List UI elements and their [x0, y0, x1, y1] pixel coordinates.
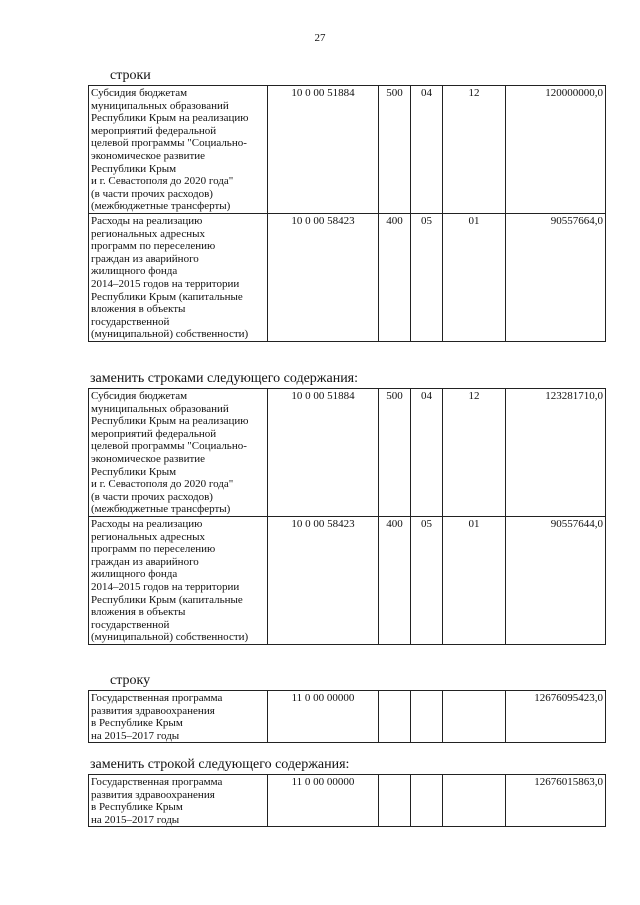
expense-type: [379, 775, 411, 827]
description-line: Субсидия бюджетам: [91, 390, 188, 402]
expense-type: [379, 691, 411, 743]
target-code: 11 0 00 00000: [268, 775, 379, 827]
description-line: программ по переселению: [91, 240, 216, 253]
expense-type: 400: [379, 213, 411, 341]
description-line: жилищного фонда: [91, 568, 178, 581]
description-line: (муниципальной) собственности): [91, 631, 249, 644]
amount: 90557664,0: [506, 213, 606, 341]
target-code: 11 0 00 00000: [268, 691, 379, 743]
row-description: [89, 691, 268, 743]
target-code: 10 0 00 58423: [268, 213, 379, 341]
section-heading-row: строку: [110, 673, 151, 688]
description-line: Республики Крым (капитальные: [91, 290, 243, 303]
description-line: на 2015–2017 годы: [91, 729, 180, 742]
section-heading-replace-rows: заменить строками следующего содержания:: [90, 371, 359, 386]
description-line: (в части прочих расходов): [91, 490, 213, 503]
section-code: 05: [411, 516, 443, 644]
section-heading-rows: строки: [110, 68, 151, 83]
expense-type: 500: [379, 389, 411, 517]
description-line: вложения в объекты: [91, 303, 186, 316]
section-code: 05: [411, 213, 443, 341]
table-row: [89, 213, 606, 341]
target-code: 10 0 00 51884: [268, 86, 379, 214]
description-line: государственной: [91, 618, 170, 631]
description-line: Республики Крым на реализацию: [91, 415, 249, 428]
row-description: [89, 516, 268, 644]
description-line: мероприятий федеральной: [91, 124, 217, 137]
description-line: целевой программы "Социально-: [91, 440, 247, 453]
table-row: [89, 691, 606, 743]
description-line: мероприятий федеральной: [91, 427, 217, 440]
description-line: и г. Севастополя до 2020 года": [91, 175, 234, 188]
description-line: Республики Крым (капитальные: [91, 593, 243, 606]
amount: 123281710,0: [506, 389, 606, 517]
description-line: Расходы на реализацию: [91, 214, 203, 227]
description-line: Расходы на реализацию: [91, 517, 203, 530]
table-row: [89, 775, 606, 827]
subsection-code: 12: [443, 389, 506, 517]
description-line: региональных адресных: [91, 227, 205, 240]
description-line: Государственная программа: [91, 776, 223, 788]
description-line: Республики Крым на реализацию: [91, 112, 249, 125]
section-code: 04: [411, 86, 443, 214]
amount: 12676095423,0: [506, 691, 606, 743]
description-line: Субсидия бюджетам: [91, 87, 188, 99]
health-program-table-original: [88, 690, 606, 743]
description-line: (в части прочих расходов): [91, 187, 213, 200]
description-line: государственной: [91, 315, 170, 328]
subsection-code: [443, 691, 506, 743]
expense-type: 500: [379, 86, 411, 214]
subsection-code: [443, 775, 506, 827]
description-line: Республики Крым: [91, 465, 177, 478]
description-line: и г. Севастополя до 2020 года": [91, 478, 234, 491]
table-row: [89, 86, 606, 214]
description-line: целевой программы "Социально-: [91, 137, 247, 150]
page-number: 27: [314, 32, 326, 44]
budget-table-original: [88, 85, 606, 342]
target-code: 10 0 00 51884: [268, 389, 379, 517]
amount: 90557644,0: [506, 516, 606, 644]
description-line: муниципальных образований: [91, 402, 229, 415]
description-line: региональных адресных: [91, 530, 205, 543]
row-description: [89, 86, 268, 214]
description-line: на 2015–2017 годы: [91, 813, 180, 826]
row-description: [89, 389, 268, 517]
description-line: экономическое развитие: [91, 149, 206, 162]
description-line: в Республике Крым: [91, 717, 183, 730]
subsection-code: 01: [443, 213, 506, 341]
amount: 12676015863,0: [506, 775, 606, 827]
description-line: экономическое развитие: [91, 452, 206, 465]
subsection-code: 12: [443, 86, 506, 214]
description-line: в Республике Крым: [91, 801, 183, 814]
amount: 120000000,0: [506, 86, 606, 214]
table-row: [89, 516, 606, 644]
description-line: граждан из аварийного: [91, 555, 199, 568]
subsection-code: 01: [443, 516, 506, 644]
target-code: 10 0 00 58423: [268, 516, 379, 644]
description-line: жилищного фонда: [91, 265, 178, 278]
row-description: [89, 213, 268, 341]
section-code: [411, 691, 443, 743]
row-description: [89, 775, 268, 827]
description-line: Государственная программа: [91, 692, 223, 704]
description-line: вложения в объекты: [91, 606, 186, 619]
description-line: (муниципальной) собственности): [91, 328, 249, 341]
description-line: 2014–2015 годов на территории: [91, 580, 240, 593]
description-line: муниципальных образований: [91, 99, 229, 112]
table-row: [89, 389, 606, 517]
description-line: (межбюджетные трансферты): [91, 200, 231, 213]
health-program-table-replacement: [88, 774, 606, 827]
section-heading-replace-row: заменить строкой следующего содержания:: [90, 757, 350, 772]
description-line: (межбюджетные трансферты): [91, 503, 231, 516]
description-line: программ по переселению: [91, 543, 216, 556]
expense-type: 400: [379, 516, 411, 644]
budget-table-replacement: [88, 388, 606, 645]
description-line: граждан из аварийного: [91, 252, 199, 265]
section-code: 04: [411, 389, 443, 517]
description-line: развития здравоохранения: [91, 788, 215, 801]
section-code: [411, 775, 443, 827]
description-line: 2014–2015 годов на территории: [91, 277, 240, 290]
description-line: развития здравоохранения: [91, 704, 215, 717]
description-line: Республики Крым: [91, 162, 177, 175]
